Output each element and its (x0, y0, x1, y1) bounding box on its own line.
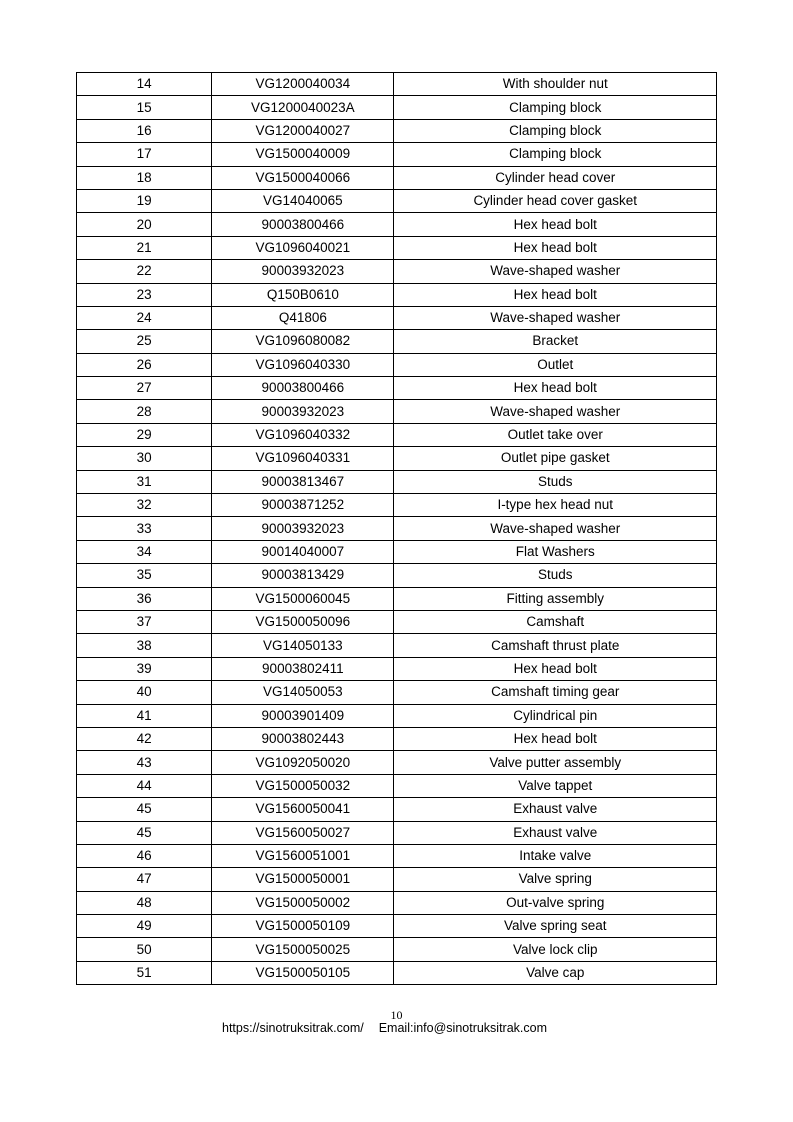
description-cell: Wave-shaped washer (394, 517, 717, 540)
description-cell: Valve lock clip (394, 938, 717, 961)
table-row (77, 587, 717, 610)
row-number-cell: 32 (77, 494, 212, 517)
table-row (77, 868, 717, 891)
description-cell: Outlet pipe gasket (394, 447, 717, 470)
row-number-cell: 36 (77, 587, 212, 610)
table-row (77, 96, 717, 119)
row-number-cell: 35 (77, 564, 212, 587)
row-number-cell: 20 (77, 213, 212, 236)
part-number-cell: VG1560050041 (212, 798, 394, 821)
part-number-cell: VG1500040009 (212, 143, 394, 166)
table-row (77, 517, 717, 540)
table-row (77, 891, 717, 914)
table-row (77, 798, 717, 821)
part-number-cell: VG1092050020 (212, 751, 394, 774)
table-row (77, 166, 717, 189)
part-number-cell: VG1500050032 (212, 774, 394, 797)
row-number-cell: 46 (77, 844, 212, 867)
row-number-cell: 18 (77, 166, 212, 189)
description-cell: Studs (394, 564, 717, 587)
table-row (77, 704, 717, 727)
row-number-cell: 39 (77, 657, 212, 680)
website-link[interactable]: https://sinotruksitrak.com/ (222, 1021, 364, 1035)
table-row (77, 400, 717, 423)
part-number-cell: 90014040007 (212, 540, 394, 563)
table-row (77, 727, 717, 750)
row-number-cell: 14 (77, 73, 212, 96)
parts-table (76, 72, 717, 985)
table-row (77, 283, 717, 306)
part-number-cell: 90003800466 (212, 213, 394, 236)
part-number-cell: VG14050053 (212, 681, 394, 704)
row-number-cell: 19 (77, 189, 212, 212)
part-number-cell: VG1096040021 (212, 236, 394, 259)
email-link[interactable]: Email:info@sinotruksitrak.com (378, 1021, 548, 1035)
description-cell: Flat Washers (394, 540, 717, 563)
description-cell: Hex head bolt (394, 377, 717, 400)
row-number-cell: 30 (77, 447, 212, 470)
table-row (77, 540, 717, 563)
description-cell: Valve putter assembly (394, 751, 717, 774)
description-cell: Hex head bolt (394, 236, 717, 259)
part-number-cell: VG1096080082 (212, 330, 394, 353)
description-cell: Cylindrical pin (394, 704, 717, 727)
description-cell: Camshaft thrust plate (394, 634, 717, 657)
page-number: 10 (390, 1008, 403, 1022)
description-cell: Hex head bolt (394, 213, 717, 236)
part-number-cell: 90003813429 (212, 564, 394, 587)
row-number-cell: 41 (77, 704, 212, 727)
part-number-cell: VG1096040332 (212, 423, 394, 446)
table-row (77, 751, 717, 774)
part-number-cell: 90003800466 (212, 377, 394, 400)
description-cell: Clamping block (394, 143, 717, 166)
table-row (77, 938, 717, 961)
parts-table-body (77, 73, 717, 985)
part-number-cell: VG14050133 (212, 634, 394, 657)
table-row (77, 73, 717, 96)
table-row (77, 353, 717, 376)
part-number-cell: VG1500060045 (212, 587, 394, 610)
row-number-cell: 23 (77, 283, 212, 306)
description-cell: Wave-shaped washer (394, 260, 717, 283)
table-row (77, 377, 717, 400)
row-number-cell: 38 (77, 634, 212, 657)
table-row (77, 494, 717, 517)
description-cell: Wave-shaped washer (394, 400, 717, 423)
row-number-cell: 45 (77, 821, 212, 844)
row-number-cell: 34 (77, 540, 212, 563)
part-number-cell: Q41806 (212, 306, 394, 329)
description-cell: With shoulder nut (394, 73, 717, 96)
description-cell: Out-valve spring (394, 891, 717, 914)
part-number-cell: VG1096040331 (212, 447, 394, 470)
description-cell: Valve spring seat (394, 915, 717, 938)
row-number-cell: 24 (77, 306, 212, 329)
part-number-cell: VG1500050105 (212, 961, 394, 984)
description-cell: Outlet take over (394, 423, 717, 446)
part-number-cell: VG1096040330 (212, 353, 394, 376)
row-number-cell: 42 (77, 727, 212, 750)
part-number-cell: VG1500050002 (212, 891, 394, 914)
row-number-cell: 25 (77, 330, 212, 353)
row-number-cell: 17 (77, 143, 212, 166)
part-number-cell: VG14040065 (212, 189, 394, 212)
row-number-cell: 28 (77, 400, 212, 423)
description-cell: Valve tappet (394, 774, 717, 797)
table-row (77, 213, 717, 236)
part-number-cell: Q150B0610 (212, 283, 394, 306)
description-cell: Fitting assembly (394, 587, 717, 610)
row-number-cell: 44 (77, 774, 212, 797)
table-row (77, 260, 717, 283)
row-number-cell: 27 (77, 377, 212, 400)
table-row (77, 844, 717, 867)
part-number-cell: VG1560051001 (212, 844, 394, 867)
table-row (77, 236, 717, 259)
description-cell: Cylinder head cover gasket (394, 189, 717, 212)
description-cell: Hex head bolt (394, 283, 717, 306)
table-row (77, 961, 717, 984)
row-number-cell: 26 (77, 353, 212, 376)
row-number-cell: 16 (77, 119, 212, 142)
table-row (77, 915, 717, 938)
part-number-cell: VG1500050096 (212, 610, 394, 633)
table-row (77, 119, 717, 142)
table-row (77, 306, 717, 329)
description-cell: Valve cap (394, 961, 717, 984)
table-row (77, 143, 717, 166)
description-cell: Exhaust valve (394, 821, 717, 844)
table-row (77, 774, 717, 797)
description-cell: Exhaust valve (394, 798, 717, 821)
part-number-cell: VG1200040034 (212, 73, 394, 96)
row-number-cell: 47 (77, 868, 212, 891)
table-row (77, 610, 717, 633)
description-cell: Studs (394, 470, 717, 493)
row-number-cell: 45 (77, 798, 212, 821)
table-row (77, 564, 717, 587)
part-number-cell: 90003802411 (212, 657, 394, 680)
row-number-cell: 31 (77, 470, 212, 493)
row-number-cell: 15 (77, 96, 212, 119)
row-number-cell: 48 (77, 891, 212, 914)
description-cell: I-type hex head nut (394, 494, 717, 517)
part-number-cell: VG1500050001 (212, 868, 394, 891)
description-cell: Camshaft (394, 610, 717, 633)
description-cell: Wave-shaped washer (394, 306, 717, 329)
table-row (77, 189, 717, 212)
description-cell: Hex head bolt (394, 657, 717, 680)
row-number-cell: 22 (77, 260, 212, 283)
row-number-cell: 40 (77, 681, 212, 704)
description-cell: Camshaft timing gear (394, 681, 717, 704)
table-row (77, 470, 717, 493)
part-number-cell: VG1500050025 (212, 938, 394, 961)
table-row (77, 681, 717, 704)
row-number-cell: 50 (77, 938, 212, 961)
part-number-cell: 90003901409 (212, 704, 394, 727)
row-number-cell: 33 (77, 517, 212, 540)
description-cell: Cylinder head cover (394, 166, 717, 189)
table-row (77, 634, 717, 657)
table-row (77, 821, 717, 844)
description-cell: Valve spring (394, 868, 717, 891)
row-number-cell: 29 (77, 423, 212, 446)
part-number-cell: 90003802443 (212, 727, 394, 750)
description-cell: Outlet (394, 353, 717, 376)
row-number-cell: 49 (77, 915, 212, 938)
page-footer (222, 1021, 547, 1035)
row-number-cell: 21 (77, 236, 212, 259)
part-number-cell: VG1500050109 (212, 915, 394, 938)
part-number-cell: VG1500040066 (212, 166, 394, 189)
table-row (77, 330, 717, 353)
description-cell: Intake valve (394, 844, 717, 867)
description-cell: Hex head bolt (394, 727, 717, 750)
description-cell: Clamping block (394, 96, 717, 119)
table-row (77, 447, 717, 470)
part-number-cell: VG1560050027 (212, 821, 394, 844)
part-number-cell: VG1200040023A (212, 96, 394, 119)
table-row (77, 657, 717, 680)
part-number-cell: 90003813467 (212, 470, 394, 493)
part-number-cell: 90003932023 (212, 517, 394, 540)
description-cell: Bracket (394, 330, 717, 353)
part-number-cell: 90003932023 (212, 260, 394, 283)
description-cell: Clamping block (394, 119, 717, 142)
row-number-cell: 51 (77, 961, 212, 984)
part-number-cell: 90003871252 (212, 494, 394, 517)
part-number-cell: 90003932023 (212, 400, 394, 423)
row-number-cell: 37 (77, 610, 212, 633)
part-number-cell: VG1200040027 (212, 119, 394, 142)
row-number-cell: 43 (77, 751, 212, 774)
table-row (77, 423, 717, 446)
